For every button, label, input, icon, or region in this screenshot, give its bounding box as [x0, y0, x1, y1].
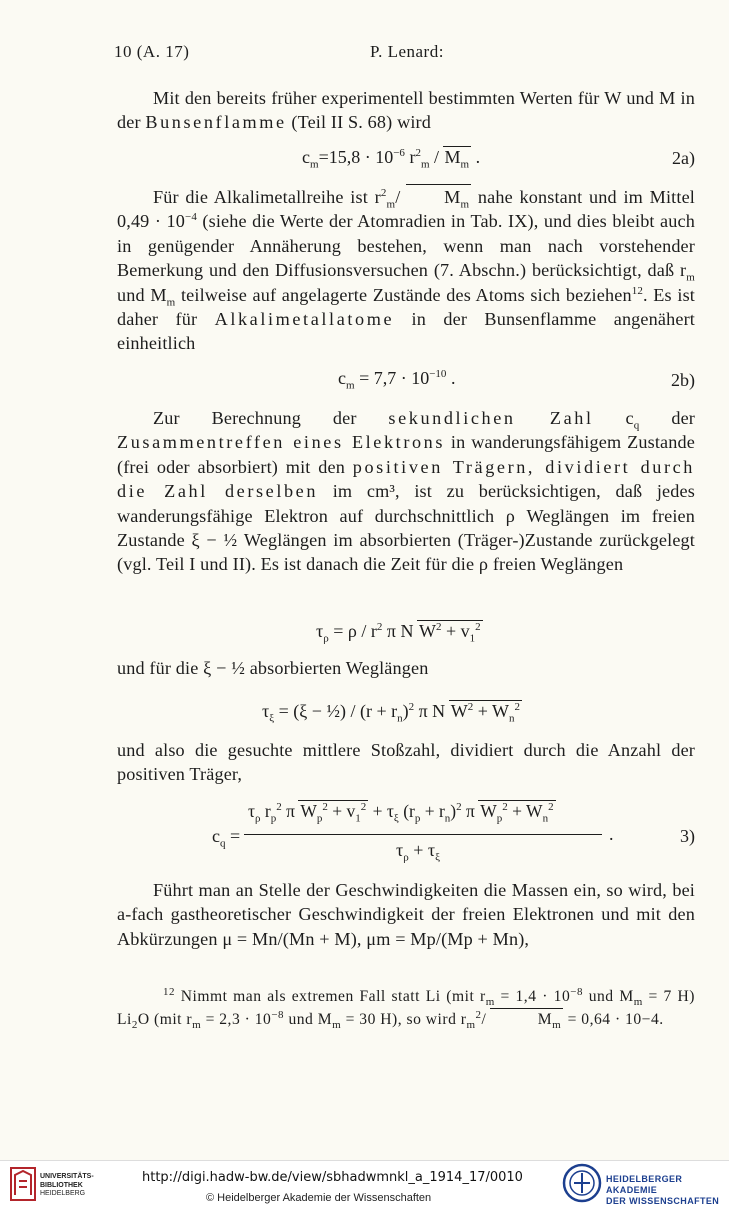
paragraph-5: und also die gesuchte mittlere Stoßzahl, dividiert durch die Anzahl der positiven Träger,	[117, 740, 695, 785]
equation-tau-rho: $\tau_\rho = \rho / r^2$ π N $W^2 + v_1^2$	[316, 621, 481, 645]
permalink[interactable]: http://digi.hadw-bw.de/view/sbhadwmnkl_a_1914_17/0010	[142, 1170, 523, 1185]
paragraph-1: Mit den bereits früher experimentell bestimmten Werten für W und M in der Bunsenflamme (Teil II S. 68) wird	[117, 88, 695, 133]
equation-2b: $c_m = 7,7 \cdot 10^{-10}$ .	[338, 368, 456, 392]
author-name: P. Lenard:	[370, 42, 444, 61]
copyright-notice: © Heidelberger Akademie der Wissenschaften	[206, 1192, 432, 1204]
equation-number-2b: 2b)	[671, 370, 695, 390]
equation-3-numerator: $\tau_\rho$ $r_p^2$ π $W_p^2 + v_1^2 + \tau_\xi$ $(r_p + r_n)^2$ π $W_p^2 + W_n^2$	[248, 801, 554, 825]
equation-tau-xi: $\tau_\xi = (\xi$ − ½) / $(r + r_n)^2$ π N $W^2 + W_n^2$	[262, 701, 521, 725]
academy-name: HEIDELBERGER AKADEMIE DER WISSENSCHAFTEN	[606, 1174, 720, 1206]
equation-3-period: .	[609, 824, 614, 844]
equation-3-denominator: $\tau_\rho + \tau_\xi$	[396, 840, 441, 864]
university-library-logo-icon	[10, 1167, 36, 1201]
paragraph-6: Führt man an Stelle der Geschwindigkeiten die Massen ein, so wird, bei a-fach gastheoretischer Geschwindigkeit der freien Elektronen und mit den Abkürzungen μ = Mn/(Mn + M), μm = Mp/(Mp + Mn),	[117, 880, 695, 949]
equation-2a: $c_m=15,8 \cdot 10^{-6}$ $r^2_m / M_m$ .	[302, 147, 481, 171]
paragraph-4: und für die ξ − ½ absorbierten Weglängen	[117, 658, 429, 678]
footnote-12: $^{12}$ Nimmt man als extremen Fall statt Li (mit $r_m = 1,4 \cdot 10^{-8}$ und $M_m = 7$ H) $Li_2O$ (mit $r_m = 2,3 \cdot 10^{-8}$ und $M_m = 30$ H), so wird $r_m^2/$ $M_m = 0,64 \cdot 10-4$.	[117, 985, 695, 1032]
page-reference: 10 (A. 17)	[114, 42, 190, 61]
equation-number-2a: 2a)	[672, 148, 695, 168]
academy-seal-icon	[562, 1163, 602, 1203]
paragraph-3: Zur Berechnung der sekundlichen Zahl $c_q$ der Zusammentreffen eines Elektrons in wanderungsfähigem Zustande (frei oder absorbiert) mit den positiven Trägern, dividiert durch die Zahl derselben im cm³, ist zu berücksichtigen, daß jedes wanderungsfähige Elektron auf durchschnittlich ρ Weglängen im freien Zustande ξ − ½ Weglängen im absorbierten (Träger-)Zustande zurückgelegt (vgl. Teil I und II). Es ist danach die Zeit für die ρ freien Weglängen	[117, 408, 695, 575]
equation-3-lhs: $c_q$ =	[212, 826, 241, 850]
equation-number-3: 3)	[680, 826, 695, 846]
university-library-name: UNIVERSITÄTS- BIBLIOTHEK HEIDELBERG	[40, 1173, 94, 1197]
paragraph-2: Für die Alkalimetallreihe ist $r^2_m/$ $M_m$ nahe konstant und im Mittel $0,49 \cdot 10^{-4}$ (siehe die Werte der Atomradien in Tab. IX), und dies bleibt auch in genügender Annäherung bestehen, wenn man nach vorstehender Bemerkung und den Diffusionsversuchen (7. Abschn.) berücksichtigt, daß $r_m$ und $M_m$ teilweise auf angelagerte Zustände des Atoms sich beziehen$^{12}$. Es ist daher für Alkalimetallatome in der Bunsenflamme angenähert einheitlich	[117, 184, 695, 356]
fraction-bar	[244, 834, 602, 835]
